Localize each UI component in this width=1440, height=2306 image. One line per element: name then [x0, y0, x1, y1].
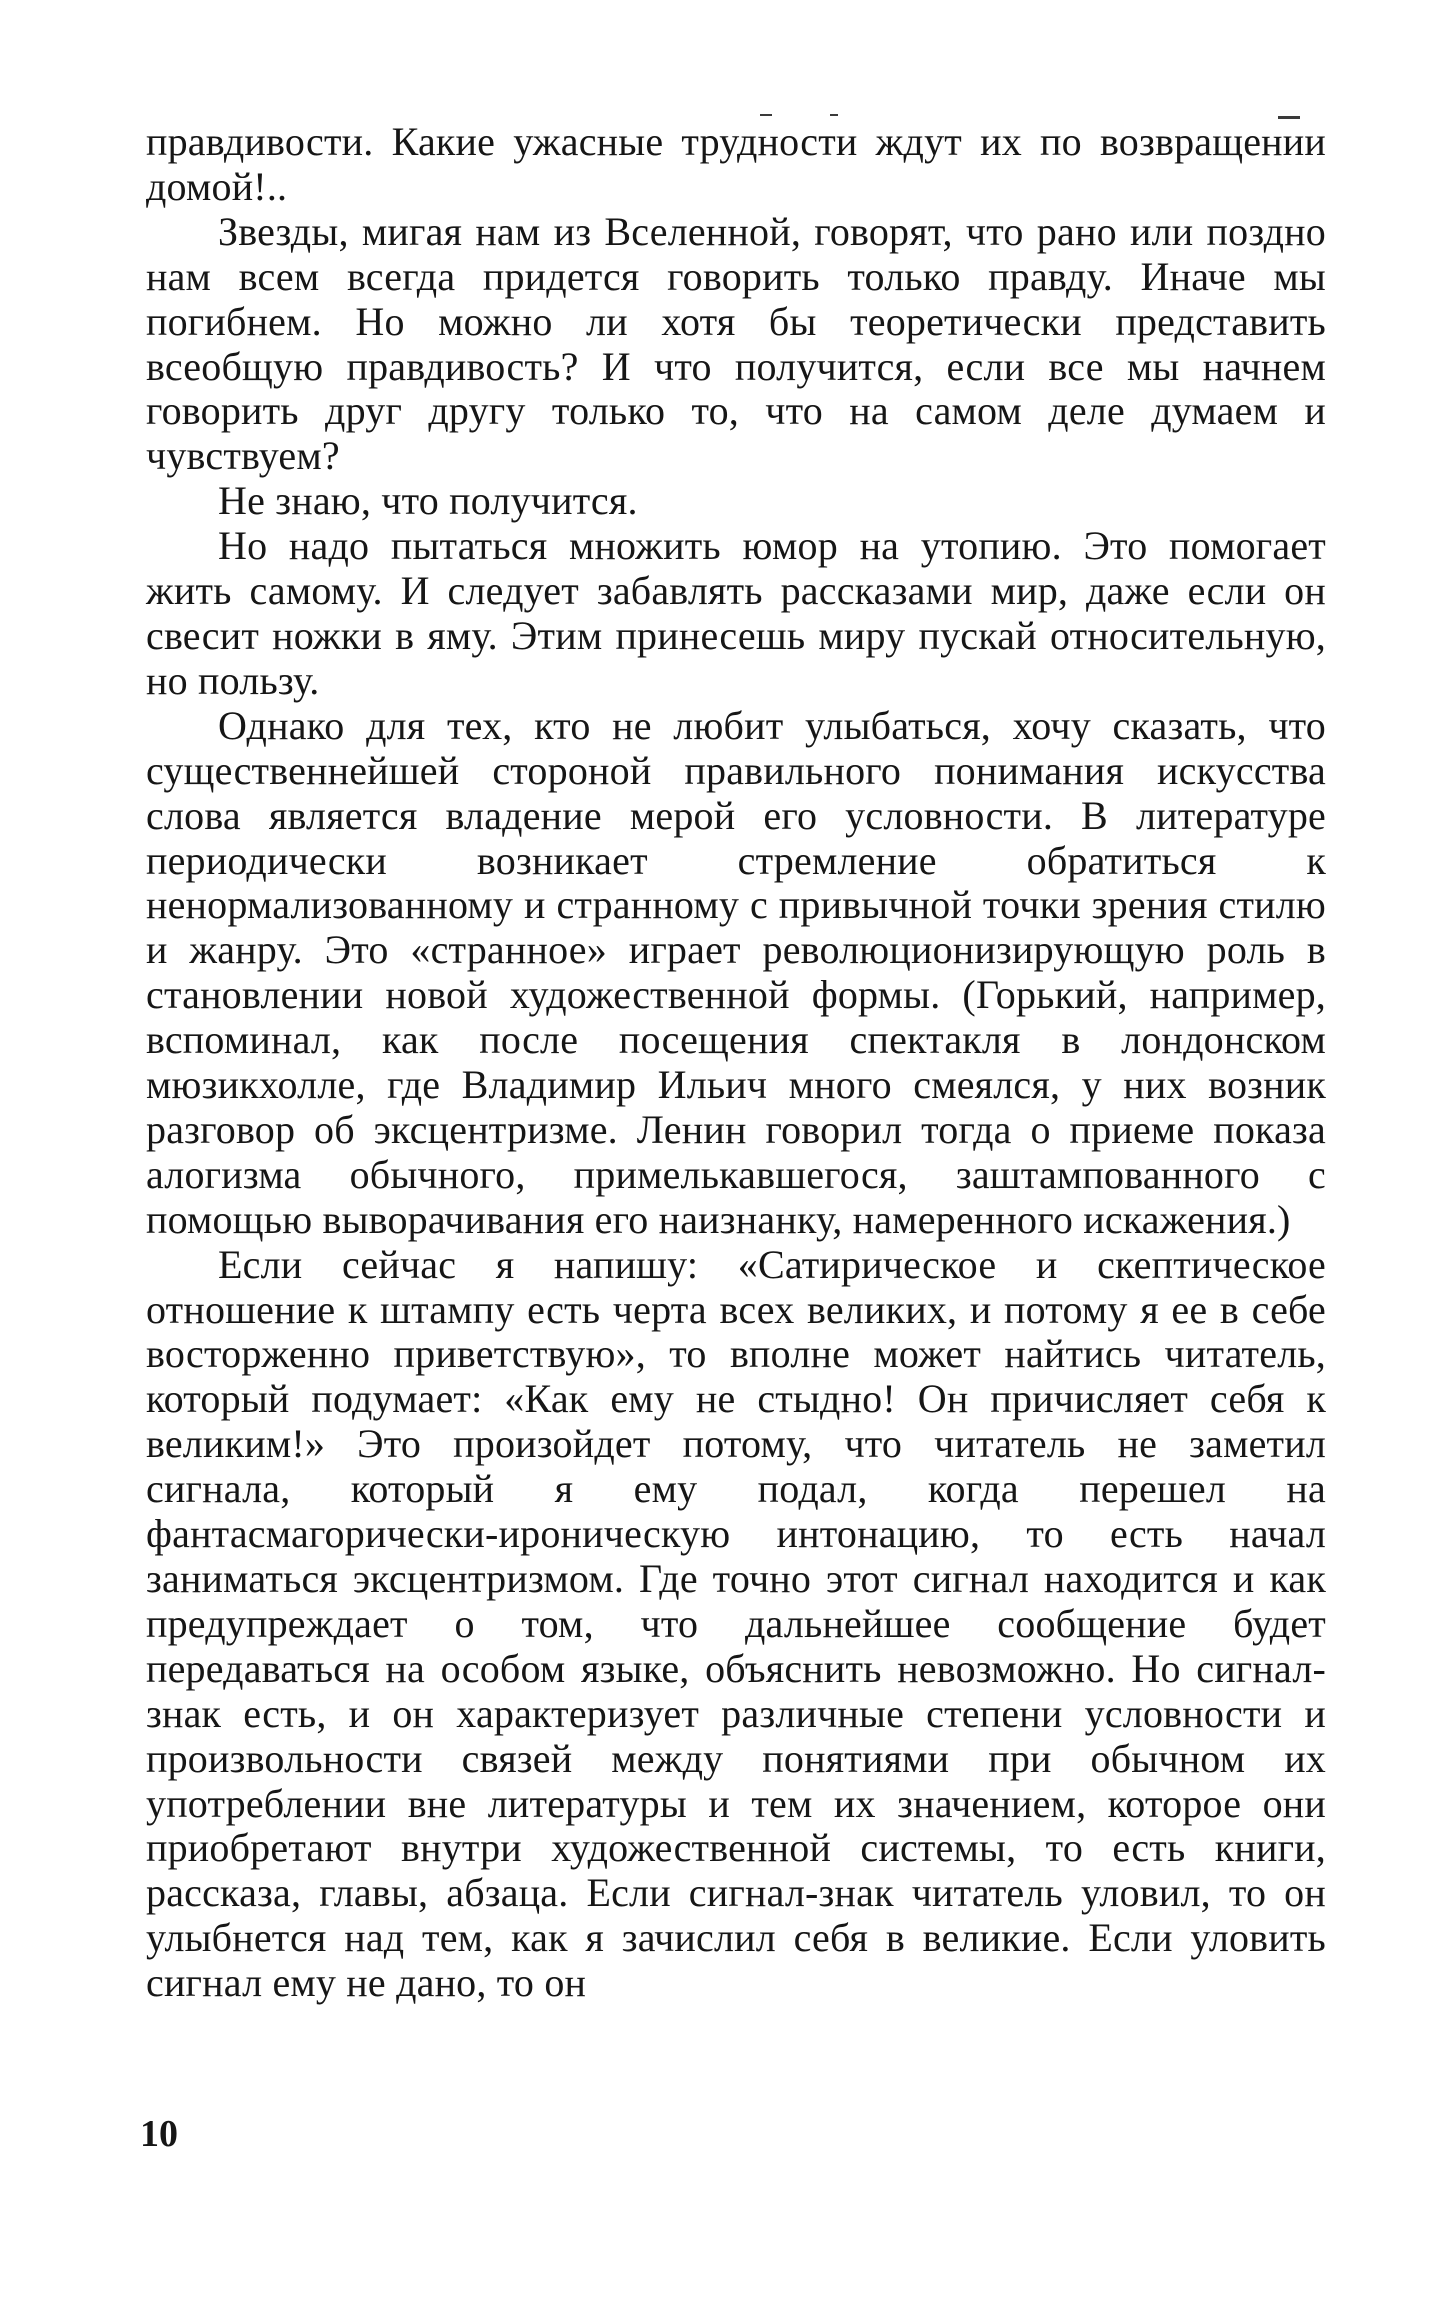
print-speck — [760, 114, 772, 116]
book-page-text — [146, 120, 1326, 2006]
page-number: 10 — [140, 2113, 178, 2155]
paragraph: Но надо пытаться множить юмор на утопию. Это помогает жить самому. И следует забавлять рассказами мир, даже если он свесит ножки в яму. Этим принесешь миру пускай относительную, но пользу. — [146, 523, 1326, 703]
paragraph: Не знаю, что получится. — [218, 478, 638, 524]
paragraph: Если сейчас я напишу: «Сатирическое и скептическое отношение к штампу есть черта всех великих, и потому я ее в себе восторженно приветствую», то вполне может найтись читатель, который подумает: «Как ему не стыдно! Он причисляет себя к великим!» Это произойдет потому, что читатель не заметил сигнала, который я ему подал, когда перешел на фантасмагорически-ироническую интонацию, то есть начал заниматься эксцентризмом. Где точно этот сигнал находится и как предупреждает о том, что дальнейшее сообщение будет передаваться на особом языке, объяснить невозможно. Но сигнал-знак есть, и он характеризует различные степени условности и произвольности связей между понятиями при обычном их употреблении вне литературы и тем их значением, которое они приобретают внутри художественной системы, то есть книги, рассказа, главы, абзаца. Если сигнал-знак читатель уловил, то он улыбнется над тем, как я зачислил себя в великие. Если уловить сигнал ему не дано, то он — [146, 1241, 1326, 2006]
paragraph: Однако для тех, кто не любит улыбаться, хочу сказать, что существеннейшей стороной правильного понимания искусства слова является владение мерой его условности. В литературе периодически возникает стремление обратиться к ненормализованному и странному с привычной точки зрения стилю и жанру. Это «странное» играет революционизирующую роль в становлении новой художественной формы. (Горький, например, вспоминал, как после посещения спектакля в лондонском мюзикхолле, где Владимир Ильич много смеялся, у них возник разговор об эксцентризме. Ленин говорил тогда о приеме показа алогизма обычного, примелькавшегося, заштампованного с помощью выворачивания его наизнанку, намеренного искажения.) — [146, 702, 1326, 1242]
paragraph-continued: правдивости. Какие ужасные трудности ждут их по возвращении домой!.. — [146, 119, 1326, 209]
print-speck — [830, 114, 838, 116]
paragraph: Звезды, мигая нам из Вселенной, говорят, что рано или поздно нам всем всегда придется говорить только правду. Иначе мы погибнем. Но можно ли хотя бы теоретически представить всеобщую правдивость? И что получится, если все мы начнем говорить друг другу только то, что на самом деле думаем и чувствуем? — [146, 208, 1326, 479]
